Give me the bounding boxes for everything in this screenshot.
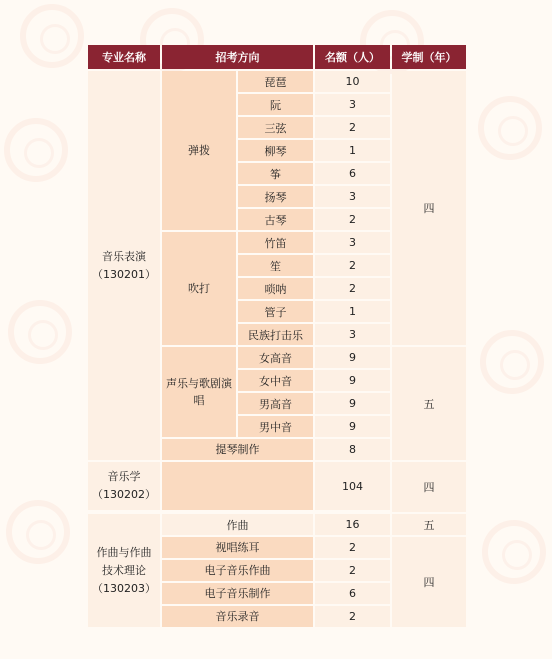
quota-cell: 2 bbox=[315, 209, 390, 230]
major-name: 音乐表演 bbox=[102, 249, 146, 263]
table-row bbox=[88, 71, 466, 92]
quota-cell: 2 bbox=[315, 537, 390, 558]
quota-cell: 9 bbox=[315, 416, 390, 437]
voice-type: 女中音 bbox=[238, 370, 313, 391]
watermark-seal bbox=[478, 96, 542, 160]
header-row bbox=[88, 45, 466, 69]
quota-cell: 3 bbox=[315, 94, 390, 115]
watermark-seal bbox=[8, 300, 72, 364]
table-row bbox=[88, 514, 466, 535]
header-quota: 名额（人） bbox=[315, 45, 390, 69]
years-cell: 四 bbox=[392, 71, 466, 345]
instrument-name: 柳琴 bbox=[238, 140, 313, 161]
quota-cell: 9 bbox=[315, 347, 390, 368]
direction-plucked: 弹拨 bbox=[162, 71, 236, 230]
direction-violin-making: 提琴制作 bbox=[162, 439, 313, 460]
direction-musicology-empty bbox=[162, 462, 313, 510]
quota-cell: 1 bbox=[315, 301, 390, 322]
direction-vocal-line2: 唱 bbox=[193, 394, 205, 407]
quota-cell: 8 bbox=[315, 439, 390, 460]
instrument-name: 扬琴 bbox=[238, 186, 313, 207]
major-composition bbox=[88, 514, 160, 627]
direction-wind: 吹打 bbox=[162, 232, 236, 345]
instrument-name: 琵琶 bbox=[238, 71, 313, 92]
instrument-name: 筝 bbox=[238, 163, 313, 184]
quota-cell: 2 bbox=[315, 255, 390, 276]
years-cell: 五 bbox=[392, 514, 466, 535]
direction-vocal-line1: 声乐与歌剧演 bbox=[166, 377, 232, 390]
table-row bbox=[88, 462, 466, 510]
quota-cell: 9 bbox=[315, 393, 390, 414]
major-name-line1: 作曲与作曲 bbox=[96, 545, 152, 559]
watermark-seal bbox=[4, 118, 68, 182]
direction-composing: 作曲 bbox=[162, 514, 313, 535]
quota-cell: 2 bbox=[315, 278, 390, 299]
direction-name: 电子音乐作曲 bbox=[162, 560, 313, 581]
header-direction: 招考方向 bbox=[162, 45, 313, 69]
quota-cell: 104 bbox=[315, 462, 390, 510]
major-code: （130202） bbox=[92, 488, 156, 501]
major-name-line2: 技术理论 bbox=[102, 563, 146, 577]
instrument-name: 唢呐 bbox=[238, 278, 313, 299]
voice-type: 男高音 bbox=[238, 393, 313, 414]
direction-vocal bbox=[162, 347, 236, 437]
quota-cell: 3 bbox=[315, 186, 390, 207]
watermark-seal bbox=[482, 520, 546, 584]
quota-cell: 3 bbox=[315, 232, 390, 253]
header-years: 学制（年） bbox=[392, 45, 466, 69]
quota-cell: 2 bbox=[315, 560, 390, 581]
instrument-name: 民族打击乐 bbox=[238, 324, 313, 345]
years-cell: 四 bbox=[392, 537, 466, 627]
quota-cell: 3 bbox=[315, 324, 390, 345]
years-cell: 四 bbox=[392, 462, 466, 512]
years-cell: 五 bbox=[392, 347, 466, 460]
quota-cell: 16 bbox=[315, 514, 390, 535]
instrument-name: 阮 bbox=[238, 94, 313, 115]
quota-cell: 6 bbox=[315, 583, 390, 604]
quota-cell: 2 bbox=[315, 117, 390, 138]
quota-cell: 2 bbox=[315, 606, 390, 627]
instrument-name: 管子 bbox=[238, 301, 313, 322]
watermark-seal bbox=[20, 4, 84, 68]
direction-name: 音乐录音 bbox=[162, 606, 313, 627]
major-performance bbox=[88, 71, 160, 460]
watermark-seal bbox=[480, 330, 544, 394]
voice-type: 女高音 bbox=[238, 347, 313, 368]
quota-cell: 9 bbox=[315, 370, 390, 391]
direction-name: 视唱练耳 bbox=[162, 537, 313, 558]
major-name: 音乐学 bbox=[107, 470, 141, 483]
voice-type: 男中音 bbox=[238, 416, 313, 437]
quota-cell: 6 bbox=[315, 163, 390, 184]
major-code: （130201） bbox=[92, 267, 156, 281]
instrument-name: 三弦 bbox=[238, 117, 313, 138]
admission-table bbox=[86, 43, 468, 629]
header-major: 专业名称 bbox=[88, 45, 160, 69]
major-musicology bbox=[88, 462, 160, 510]
major-code: （130203） bbox=[92, 581, 156, 595]
instrument-name: 古琴 bbox=[238, 209, 313, 230]
direction-name: 电子音乐制作 bbox=[162, 583, 313, 604]
watermark-seal bbox=[6, 500, 70, 564]
instrument-name: 笙 bbox=[238, 255, 313, 276]
quota-cell: 10 bbox=[315, 71, 390, 92]
instrument-name: 竹笛 bbox=[238, 232, 313, 253]
quota-cell: 1 bbox=[315, 140, 390, 161]
